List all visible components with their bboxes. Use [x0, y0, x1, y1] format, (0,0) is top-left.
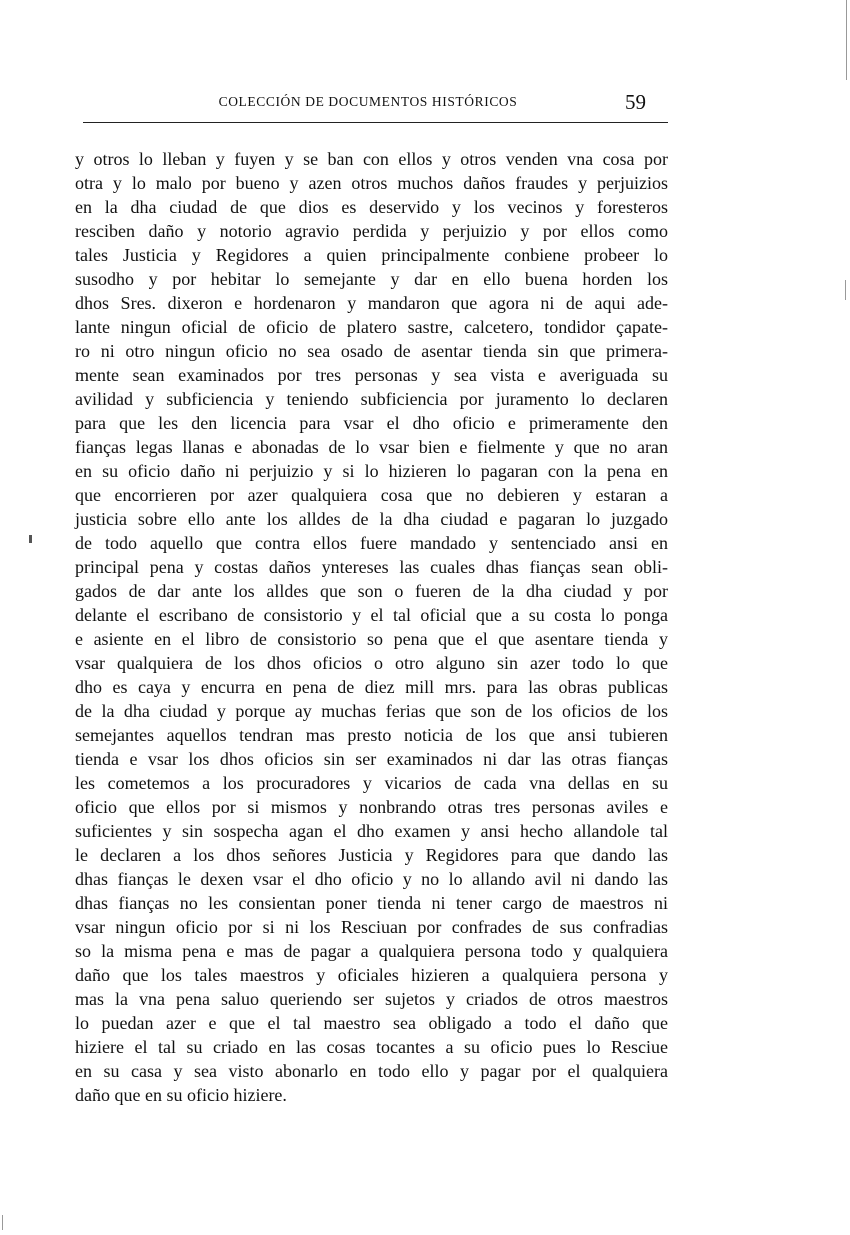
text-line: gados de dar ante los alldes que son o fueren de la dha ciudad y por: [75, 581, 668, 601]
text-line: lo puedan azer e que el tal maestro sea obligado a todo el daño que: [75, 1013, 668, 1033]
text-line: mente sean examinados por tres personas y sea vista e averiguada su: [75, 365, 668, 385]
text-line: susodho y por hebitar lo semejante y dar en ello buena horden los: [75, 269, 668, 289]
text-line: daño que los tales maestros y oficiales hizieren a qualquiera persona y: [75, 965, 668, 985]
text-line: para que les den licencia para vsar el dho oficio e primeramente den: [75, 413, 668, 433]
page-header: [83, 92, 668, 122]
text-line: dhas fianças no les consientan poner tienda ni tener cargo de maestros ni: [75, 893, 668, 913]
text-line: vsar ningun oficio por si ni los Resciuan por confrades de sus confradias: [75, 917, 668, 937]
body-text: [75, 147, 668, 1107]
scan-speck: [29, 535, 32, 543]
text-line: vsar qualquiera de los dhos oficios o otro alguno sin azer todo lo que: [75, 653, 668, 673]
scan-speck: [846, 0, 847, 80]
text-line: le declaren a los dhos señores Justicia y Regidores para que dando las: [75, 845, 668, 865]
text-line: otra y lo malo por bueno y azen otros muchos daños fraudes y perjuizios: [75, 173, 668, 193]
text-line: les cometemos a los procuradores y vicarios de cada vna dellas en su: [75, 773, 668, 793]
text-line: ro ni otro ningun oficio no sea osado de asentar tienda sin que primera-: [75, 341, 668, 361]
text-line: delante el escribano de consistorio y el tal oficial que a su costa lo ponga: [75, 605, 668, 625]
text-line: dhos Sres. dixeron e hordenaron y mandaron que agora ni de aqui ade-: [75, 293, 668, 313]
text-line: que encorrieren por azer qualquiera cosa que no debieren y estaran a: [75, 485, 668, 505]
header-rule: [83, 122, 668, 123]
running-title: COLECCIÓN DE DOCUMENTOS HISTÓRICOS: [218, 94, 518, 109]
scan-speck: [845, 280, 846, 300]
text-line: de la dha ciudad y porque ay muchas ferias que son de los oficios de los: [75, 701, 668, 721]
text-line: en la dha ciudad de que dios es deservido y los vecinos y foresteros: [75, 197, 668, 217]
text-line: dhas fianças le dexen vsar el dho oficio y no lo allando avil ni dando las: [75, 869, 668, 889]
page-number: 59: [625, 90, 646, 114]
text-line: e asiente en el libro de consistorio so pena que el que asentare tienda y: [75, 629, 668, 649]
text-line: justicia sobre ello ante los alldes de la dha ciudad e pagaran lo juzgado: [75, 509, 668, 529]
text-line: daño que en su oficio hiziere.: [75, 1085, 287, 1105]
text-line: fianças legas llanas e abonadas de lo vsar bien e fielmente y que no aran: [75, 437, 668, 457]
text-line: en su oficio daño ni perjuizio y si lo hizieren lo pagaran con la pena en: [75, 461, 668, 481]
text-line: principal pena y costas daños yntereses las cuales dhas fianças sean obli-: [75, 557, 668, 577]
text-line: hiziere el tal su criado en las cosas tocantes a su oficio pues lo Resciue: [75, 1037, 668, 1057]
text-line: resciben daño y notorio agravio perdida y perjuizio y por ellos como: [75, 221, 668, 241]
text-line: so la misma pena e mas de pagar a qualquiera persona todo y qualquiera: [75, 941, 668, 961]
text-line: tienda e vsar los dhos oficios sin ser examinados ni dar las otras fianças: [75, 749, 668, 769]
text-line: suficientes y sin sospecha agan el dho examen y ansi hecho allandole tal: [75, 821, 668, 841]
text-line: semejantes aquellos tendran mas presto noticia de los que ansi tubieren: [75, 725, 668, 745]
text-line: y otros lo lleban y fuyen y se ban con ellos y otros venden vna cosa por: [75, 149, 668, 169]
text-line: oficio que ellos por si mismos y nonbrando otras tres personas aviles e: [75, 797, 668, 817]
text-line: de todo aquello que contra ellos fuere mandado y sentenciado ansi en: [75, 533, 668, 553]
scan-speck: [2, 1215, 3, 1230]
text-line: tales Justicia y Regidores a quien principalmente conbiene probeer lo: [75, 245, 668, 265]
text-line: en su casa y sea visto abonarlo en todo ello y pagar por el qualquiera: [75, 1061, 668, 1081]
text-line: mas la vna pena saluo queriendo ser sujetos y criados de otros maestros: [75, 989, 668, 1009]
text-line: dho es caya y encurra en pena de diez mill mrs. para las obras publicas: [75, 677, 668, 697]
text-line: lante ningun oficial de oficio de platero sastre, calcetero, tondidor çapate-: [75, 317, 668, 337]
text-line: avilidad y subficiencia y teniendo subficiencia por juramento lo declaren: [75, 389, 668, 409]
